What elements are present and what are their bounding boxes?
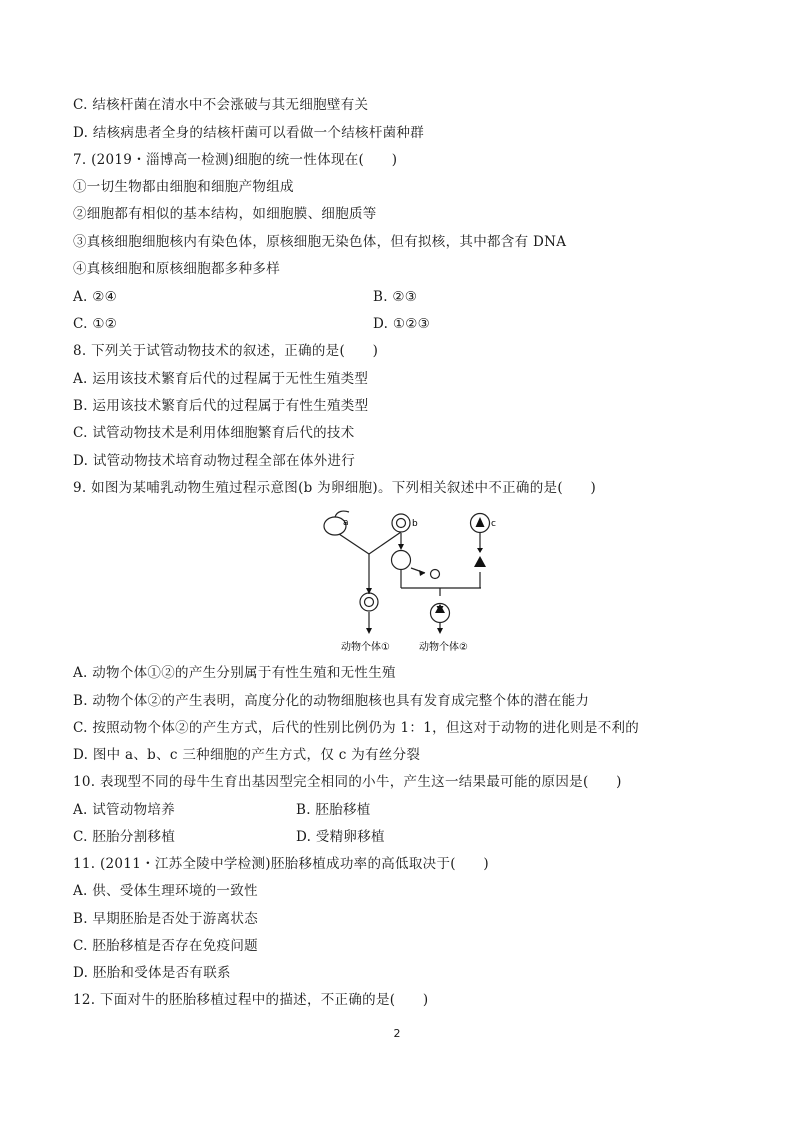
q9-option-d: D. 图中 a、b、c 三种细胞的产生方式，仅 c 为有丝分裂 xyxy=(73,747,421,763)
enucleated-egg xyxy=(392,551,411,570)
q9-option-a: A. 动物个体①②的产生分别属于有性生殖和无性生殖 xyxy=(73,665,396,681)
q11-option-c: C. 胚胎移植是否存在免疫问题 xyxy=(73,938,258,954)
q7-statement-2: ②细胞都有相似的基本结构，如细胞膜、细胞质等 xyxy=(73,206,377,222)
q7-stem: 7. (2019・淄博高一检测)细胞的统一性体现在( ) xyxy=(73,152,398,168)
q7-option-c: C. ①② xyxy=(73,316,118,332)
q11-option-a: A. 供、受体生理环境的一致性 xyxy=(73,883,258,899)
q10-option-c: C. 胚胎分割移植 xyxy=(73,829,176,845)
q7-option-a: A. ②④ xyxy=(73,289,118,305)
q9-stem: 9. 如图为某哺乳动物生殖过程示意图(b 为卵细胞)。下列相关叙述中不正确的是( ) xyxy=(73,480,597,496)
q9-option-b: B. 动物个体②的产生表明，高度分化的动物细胞核也具有发育成完整个体的潜在能力 xyxy=(73,693,590,709)
q7-option-d: D. ①②③ xyxy=(373,316,431,332)
q7-statement-3: ③真核细胞细胞核内有染色体，原核细胞无染色体，但有拟核，其中都含有 DNA xyxy=(73,234,567,250)
q8-option-d: D. 试管动物技术培育动物过程全部在体外进行 xyxy=(73,453,356,469)
removed-nucleus xyxy=(431,570,440,579)
caption-individual-1: 动物个体① xyxy=(341,642,390,653)
sperm-tail xyxy=(335,511,349,517)
q7-statement-1: ①一切生物都由细胞和细胞产物组成 xyxy=(73,179,294,195)
q10-option-a: A. 试管动物培养 xyxy=(73,802,176,818)
label-c: c xyxy=(491,519,496,529)
label-a: a xyxy=(343,518,349,528)
q6-option-d: D. 结核病患者全身的结核杆菌可以看做一个结核杆菌种群 xyxy=(73,125,425,141)
q7-statement-4: ④真核细胞和原核细胞都多种多样 xyxy=(73,261,280,277)
label-b: b xyxy=(412,519,418,529)
q12-stem: 12. 下面对牛的胚胎移植过程中的描述，不正确的是( ) xyxy=(73,992,429,1008)
q8-option-b: B. 运用该技术繁育后代的过程属于有性生殖类型 xyxy=(73,398,369,414)
nucleus-triangle xyxy=(474,556,486,567)
q11-option-d: D. 胚胎和受体是否有联系 xyxy=(73,965,231,981)
q9-option-c: C. 按照动物个体②的产生方式，后代的性别比例仍为 1：1，但这对于动物的进化则是不利的 xyxy=(73,720,640,736)
q10-option-d: D. 受精卵移植 xyxy=(296,829,385,845)
q8-option-c: C. 试管动物技术是利用体细胞繁育后代的技术 xyxy=(73,425,355,441)
page-number: 2 xyxy=(393,1027,401,1040)
q7-option-b: B. ②③ xyxy=(373,289,418,305)
caption-individual-2: 动物个体② xyxy=(419,642,468,653)
q10-stem: 10. 表现型不同的母牛生育出基因型完全相同的小牛，产生这一结果最可能的原因是( ) xyxy=(73,774,622,790)
q11-option-b: B. 早期胚胎是否处于游离状态 xyxy=(73,911,259,927)
q10-option-b: B. 胚胎移植 xyxy=(296,802,371,818)
egg-cell-b xyxy=(392,514,410,532)
q8-option-a: A. 运用该技术繁育后代的过程属于无性生殖类型 xyxy=(73,371,369,387)
reproduction-diagram xyxy=(315,508,515,656)
individual-1-cell xyxy=(360,593,378,611)
q6-option-c: C. 结核杆菌在清水中不会涨破与其无细胞壁有关 xyxy=(73,97,369,113)
q11-stem: 11. (2011・江苏全陵中学检测)胚胎移植成功率的高低取决于( ) xyxy=(73,856,489,872)
q8-stem: 8. 下列关于试管动物技术的叙述，正确的是( ) xyxy=(73,343,379,359)
